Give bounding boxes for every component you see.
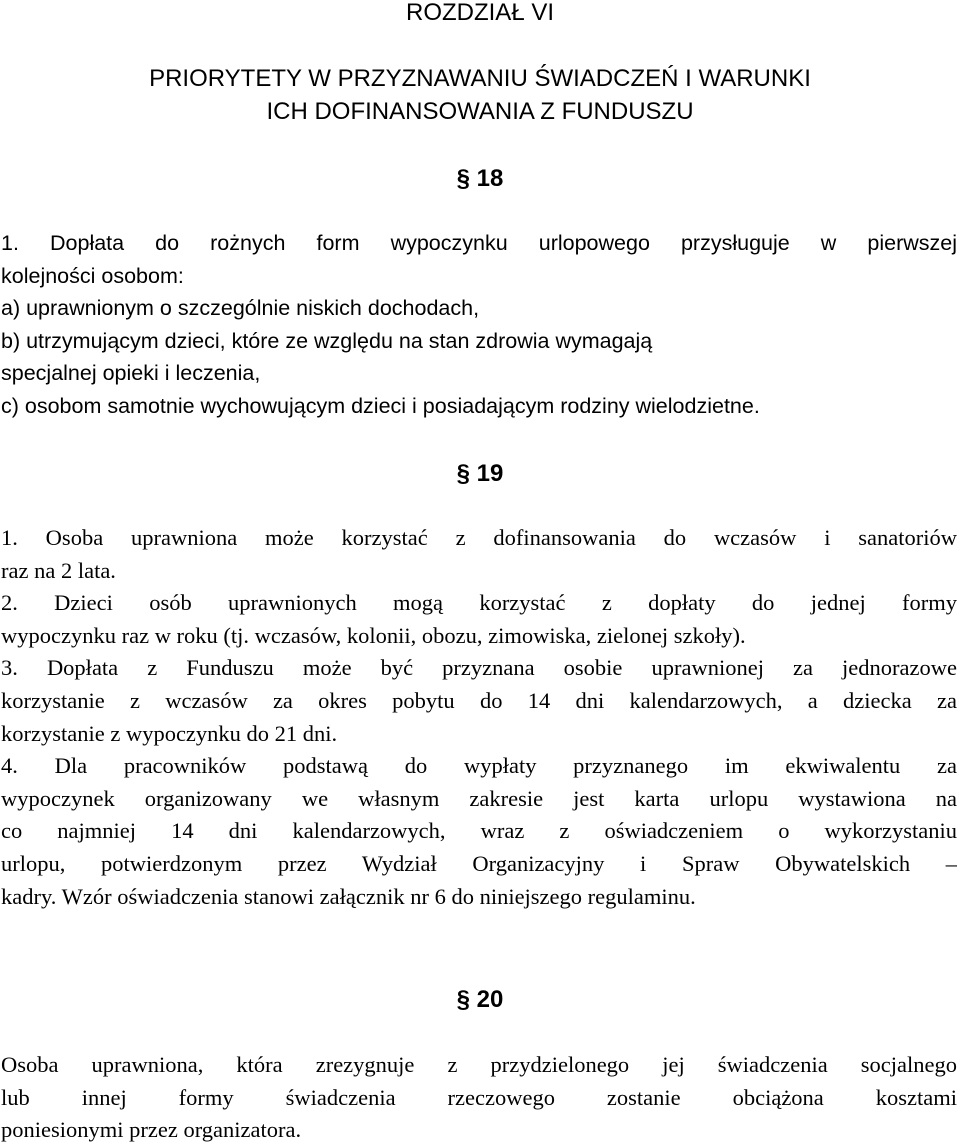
chapter-heading-line-2: ICH DOFINANSOWANIA Z FUNDUSZU [266,98,694,125]
text-line: b) utrzymującym dzieci, które ze względu na stan zdrowia wymagają [1,328,653,353]
text-line: Osoba uprawniona, która zrezygnuje z przydzielonego jej świadczenia socjalnego [1,1052,957,1077]
section-18-label: § 18 [456,165,504,192]
section-19-label: § 19 [456,460,504,487]
text-line: poniesionymi przez organizatora. [1,1117,302,1143]
text-line: 1. Dopłata do rożnych form wypoczynku urlopowego przysługuje w pierwszej [1,231,957,255]
section-20-label: § 20 [456,986,504,1013]
text-line: wypoczynku raz w roku (tj. wczasów, kolonii, obozu, zimowiska, zielonej szkoły). [1,622,746,648]
section-20-body [1,1049,957,1147]
text-line: 4. Dla pracowników podstawą do wypłaty przyznanego im ekwiwalentu za [1,753,957,779]
text-line: kadry. Wzór oświadczenia stanowi załącznik nr 6 do niniejszego regulaminu. [1,883,696,909]
text-line: specjalnej opieki i leczenia, [1,361,261,386]
text-line: korzystanie z wczasów za okres pobytu do 14 dni kalendarzowych, a dziecka za [1,687,957,713]
section-19-body [1,522,957,913]
text-line: co najmniej 14 dni kalendarzowych, wraz z oświadczeniem o wykorzystaniu [1,818,957,844]
text-line: urlopu, potwierdzonym przez Wydział Organizacyjny i Spraw Obywatelskich – [1,850,957,876]
text-line: a) uprawnionym o szczególnie niskich dochodach, [1,296,480,321]
text-line: wypoczynek organizowany we własnym zakresie jest karta urlopu wystawiona na [1,785,957,811]
text-line: lub innej formy świadczenia rzeczowego zostanie obciążona kosztami [1,1084,957,1110]
section-18-body [1,227,957,423]
chapter-heading-line-1: PRIORYTETY W PRZYZNAWANIU ŚWIADCZEŃ I WARUNKI [149,65,811,92]
text-line: kolejności osobom: [1,263,184,288]
text-line: 2. Dzieci osób uprawnionych mogą korzystać z dopłaty do jednej formy [1,590,957,616]
text-line: korzystanie z wypoczynku do 21 dni. [1,720,338,746]
text-line: c) osobom samotnie wychowującym dzieci i posiadającym rodziny wielodzietne. [1,393,760,418]
text-line: 1. Osoba uprawniona może korzystać z dofinansowania do wczasów i sanatoriów [1,525,957,550]
chapter-title: ROZDZIAŁ VI [405,0,555,26]
text-line: 3. Dopłata z Funduszu może być przyznana osobie uprawnionej za jednorazowe [1,655,957,681]
text-line: raz na 2 lata. [1,557,116,583]
